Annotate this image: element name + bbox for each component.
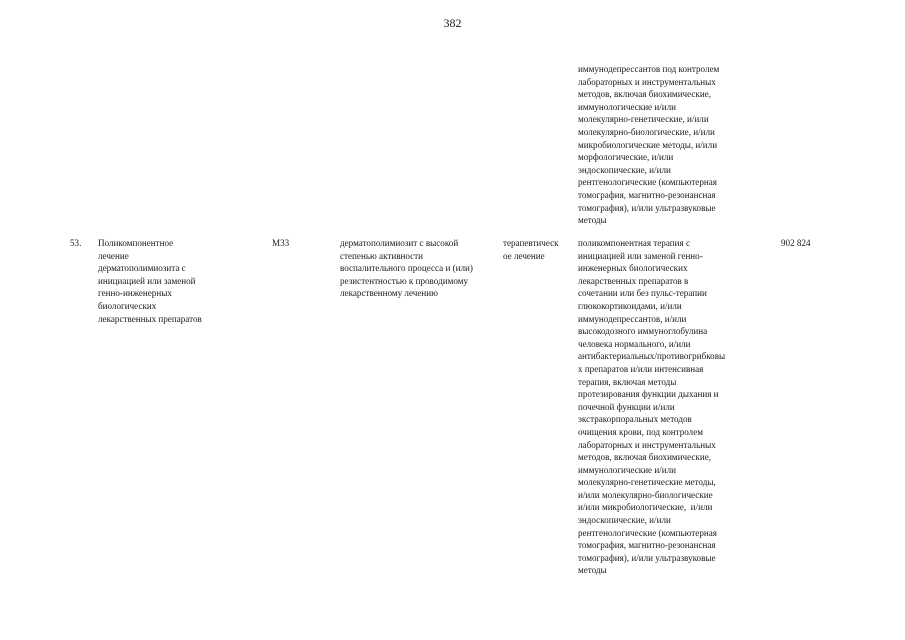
row-number: 53.	[70, 238, 82, 248]
treatment-methods: поликомпонентная терапия с инициацией или заменой генно- инженерных биологических лекарственных препаратов в сочетании или без пульс-терапии глюкокортикоидами, и/или иммунодепрессантов, и/или высокодозного иммуноглобулина человека нормального, и/или антибактериальных/противогрибковы х препаратов и/или интенсивная терапия, включая методы протезирования функции дыхания и почечной функции и/или экстракорпоральных методов очищения крови, под контролем лабораторных и инструментальных методов, включая биохимические, иммунологические и/или молекулярно-генетические методы, и/или молекулярно-биологические и/или микробиологические, и/или эндоскопические, и/или рентгенологические (компьютерная томография, магнитно-резонансная томография), и/или ультразвуковые методы	[578, 238, 726, 576]
care-type-name: Поликомпонентное лечение дерматополимиозита с инициацией или заменой генно-инженерных биологических лекарственных препаратов	[98, 238, 202, 324]
patient-model: дерматополимиозит с высокой степенью активности воспалительного процесса и (или) резистентностью к проводимому лекарственному лечению	[340, 238, 473, 299]
standard-cost: 902 824	[781, 238, 811, 248]
continued-treatment-methods: иммунодепрессантов под контролем лабораторных и инструментальных методов, включая биохимические, иммунологические и/или молекулярно-генетические, и/или молекулярно-биологические, и/или микробиологические методы, и/или морфологические, и/или эндоскопические, и/или рентгенологические (компьютерная томография, магнитно-резонансная томография), и/или ультразвуковые методы	[578, 64, 720, 226]
icd-code: M33	[272, 238, 290, 248]
page-number: 382	[443, 16, 462, 30]
treatment-type: терапевтическ ое лечение	[503, 238, 559, 261]
